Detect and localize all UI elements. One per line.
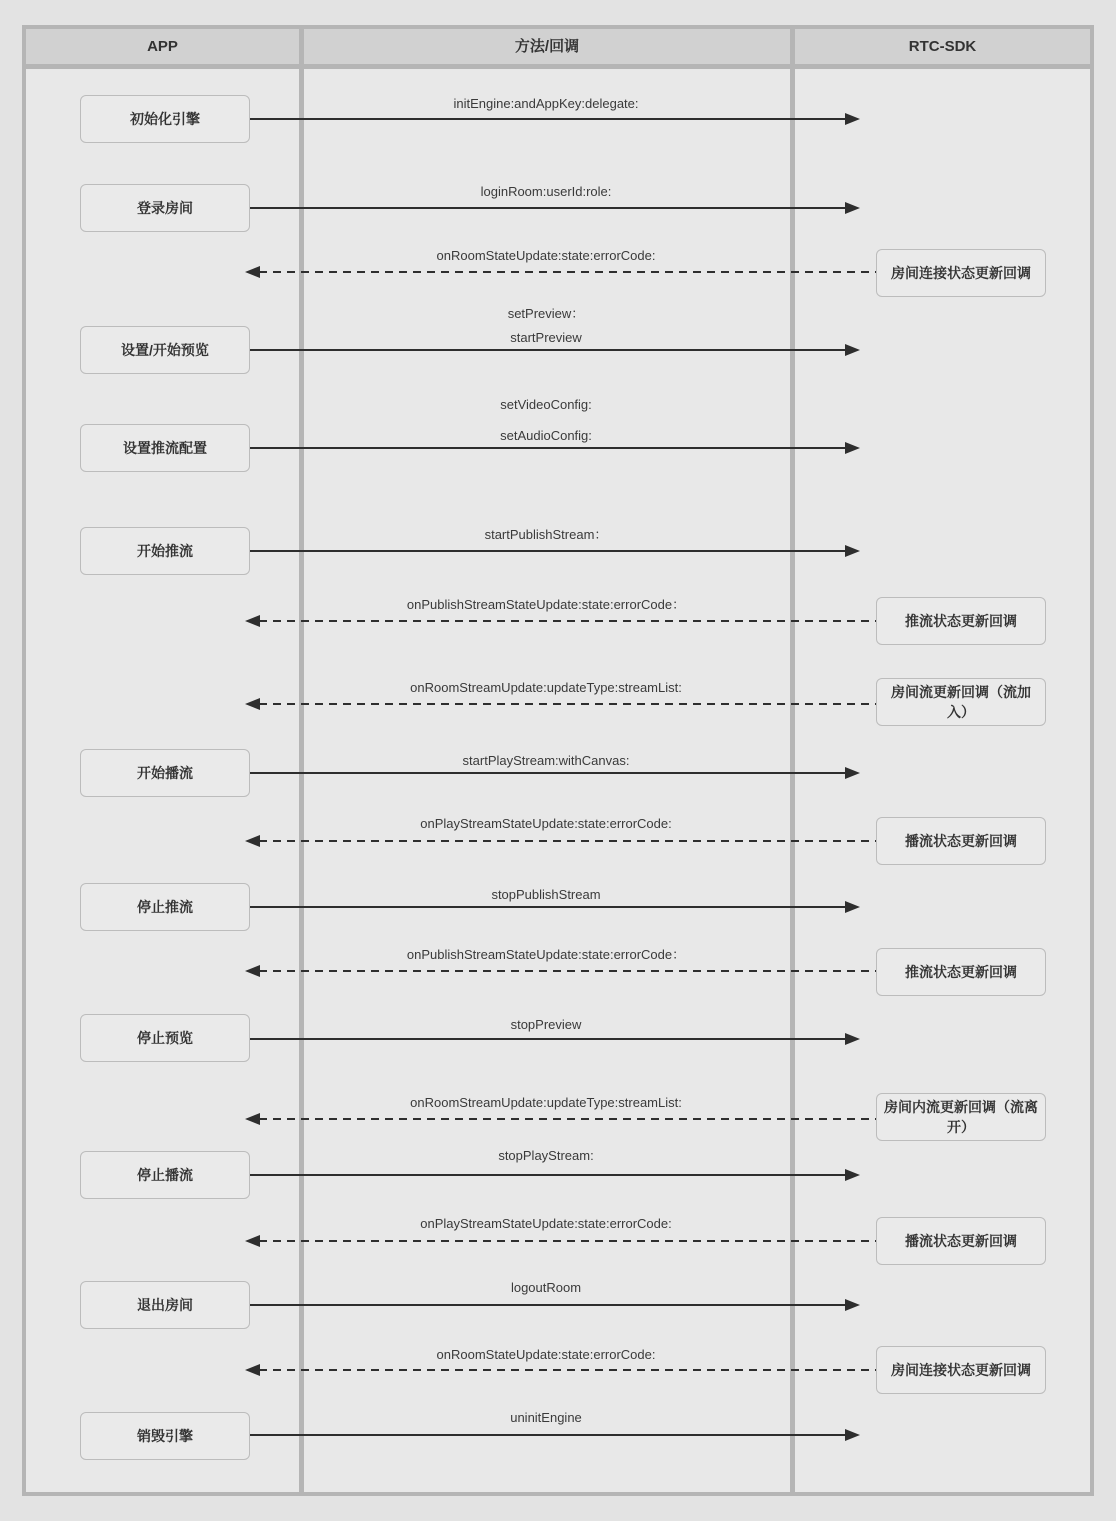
- callback-box: 房间连接状态更新回调: [876, 1346, 1046, 1394]
- arrowhead-right-icon: [845, 202, 860, 214]
- arrowhead-left-icon: [245, 965, 260, 977]
- arrowhead-right-icon: [845, 1033, 860, 1045]
- call-arrow: [250, 1434, 847, 1436]
- method-label: onPlayStreamStateUpdate:state:errorCode:: [420, 816, 672, 831]
- method-label: onRoomStateUpdate:state:errorCode:: [436, 248, 656, 263]
- method-label: onRoomStateUpdate:state:errorCode:: [436, 1347, 656, 1362]
- actor-box: 销毁引擎: [80, 1412, 250, 1460]
- actor-box: 设置/开始预览: [80, 326, 250, 374]
- actor-box: 设置推流配置: [80, 424, 250, 472]
- arrowhead-right-icon: [845, 1299, 860, 1311]
- arrowhead-left-icon: [245, 1235, 260, 1247]
- callback-arrow: [259, 620, 876, 622]
- callback-box: 播流状态更新回调: [876, 1217, 1046, 1265]
- column-header-app: APP: [147, 38, 178, 55]
- arrowhead-right-icon: [845, 344, 860, 356]
- method-label: onPublishStreamStateUpdate:state:errorCode：: [406, 947, 686, 962]
- arrowhead-left-icon: [245, 266, 260, 278]
- method-label: startPublishStream：: [484, 527, 608, 542]
- arrowhead-left-icon: [245, 835, 260, 847]
- method-label: stopPreview: [510, 1017, 582, 1032]
- callback-box: 推流状态更新回调: [876, 597, 1046, 645]
- callback-box: 房间流更新回调（流加入）: [876, 678, 1046, 726]
- callback-arrow: [259, 1240, 876, 1242]
- method-label: initEngine:andAppKey:delegate:: [453, 96, 639, 111]
- callback-arrow: [259, 1118, 876, 1120]
- actor-box: 停止预览: [80, 1014, 250, 1062]
- method-label: onPublishStreamStateUpdate:state:errorCode：: [406, 597, 686, 612]
- call-arrow: [250, 447, 847, 449]
- actor-box: 停止播流: [80, 1151, 250, 1199]
- actor-box: 开始播流: [80, 749, 250, 797]
- method-label: stopPublishStream: [491, 887, 601, 902]
- method-label: uninitEngine: [510, 1410, 582, 1425]
- actor-box: 开始推流: [80, 527, 250, 575]
- call-arrow: [250, 207, 847, 209]
- actor-box: 退出房间: [80, 1281, 250, 1329]
- call-arrow: [250, 772, 847, 774]
- callback-box: 房间连接状态更新回调: [876, 249, 1046, 297]
- callback-box: 房间内流更新回调（流离开）: [876, 1093, 1046, 1141]
- method-label: startPlayStream:withCanvas:: [462, 753, 630, 768]
- callback-arrow: [259, 703, 876, 705]
- arrowhead-left-icon: [245, 1113, 260, 1125]
- arrowhead-left-icon: [245, 698, 260, 710]
- method-label: stopPlayStream:: [498, 1148, 594, 1163]
- arrowhead-left-icon: [245, 615, 260, 627]
- arrowhead-left-icon: [245, 1364, 260, 1376]
- method-label: setVideoConfig:: [500, 397, 592, 412]
- method-label: onRoomStreamUpdate:updateType:streamList:: [410, 680, 682, 695]
- method-label: setPreview：: [507, 306, 585, 321]
- call-arrow: [250, 906, 847, 908]
- method-label: loginRoom:userId:role:: [480, 184, 612, 199]
- method-label: onRoomStreamUpdate:updateType:streamList:: [410, 1095, 682, 1110]
- call-arrow: [250, 118, 847, 120]
- column-header-rtc-sdk: RTC-SDK: [908, 38, 977, 55]
- callback-arrow: [259, 840, 876, 842]
- callback-arrow: [259, 271, 876, 273]
- arrowhead-right-icon: [845, 767, 860, 779]
- callback-arrow: [259, 1369, 876, 1371]
- callback-box: 播流状态更新回调: [876, 817, 1046, 865]
- column-header-methods: 方法/回调: [514, 38, 580, 55]
- call-arrow: [250, 1038, 847, 1040]
- arrowhead-right-icon: [845, 1429, 860, 1441]
- method-label: setAudioConfig:: [500, 428, 592, 443]
- call-arrow: [250, 1174, 847, 1176]
- callback-arrow: [259, 970, 876, 972]
- method-label: onPlayStreamStateUpdate:state:errorCode:: [420, 1216, 672, 1231]
- actor-box: 停止推流: [80, 883, 250, 931]
- arrowhead-right-icon: [845, 901, 860, 913]
- arrowhead-right-icon: [845, 113, 860, 125]
- method-label: logoutRoom: [510, 1280, 582, 1295]
- call-arrow: [250, 550, 847, 552]
- call-arrow: [250, 349, 847, 351]
- arrowhead-right-icon: [845, 1169, 860, 1181]
- arrowhead-right-icon: [845, 442, 860, 454]
- method-label: startPreview: [510, 330, 582, 345]
- actor-box: 初始化引擎: [80, 95, 250, 143]
- arrowhead-right-icon: [845, 545, 860, 557]
- callback-box: 推流状态更新回调: [876, 948, 1046, 996]
- actor-box: 登录房间: [80, 184, 250, 232]
- call-arrow: [250, 1304, 847, 1306]
